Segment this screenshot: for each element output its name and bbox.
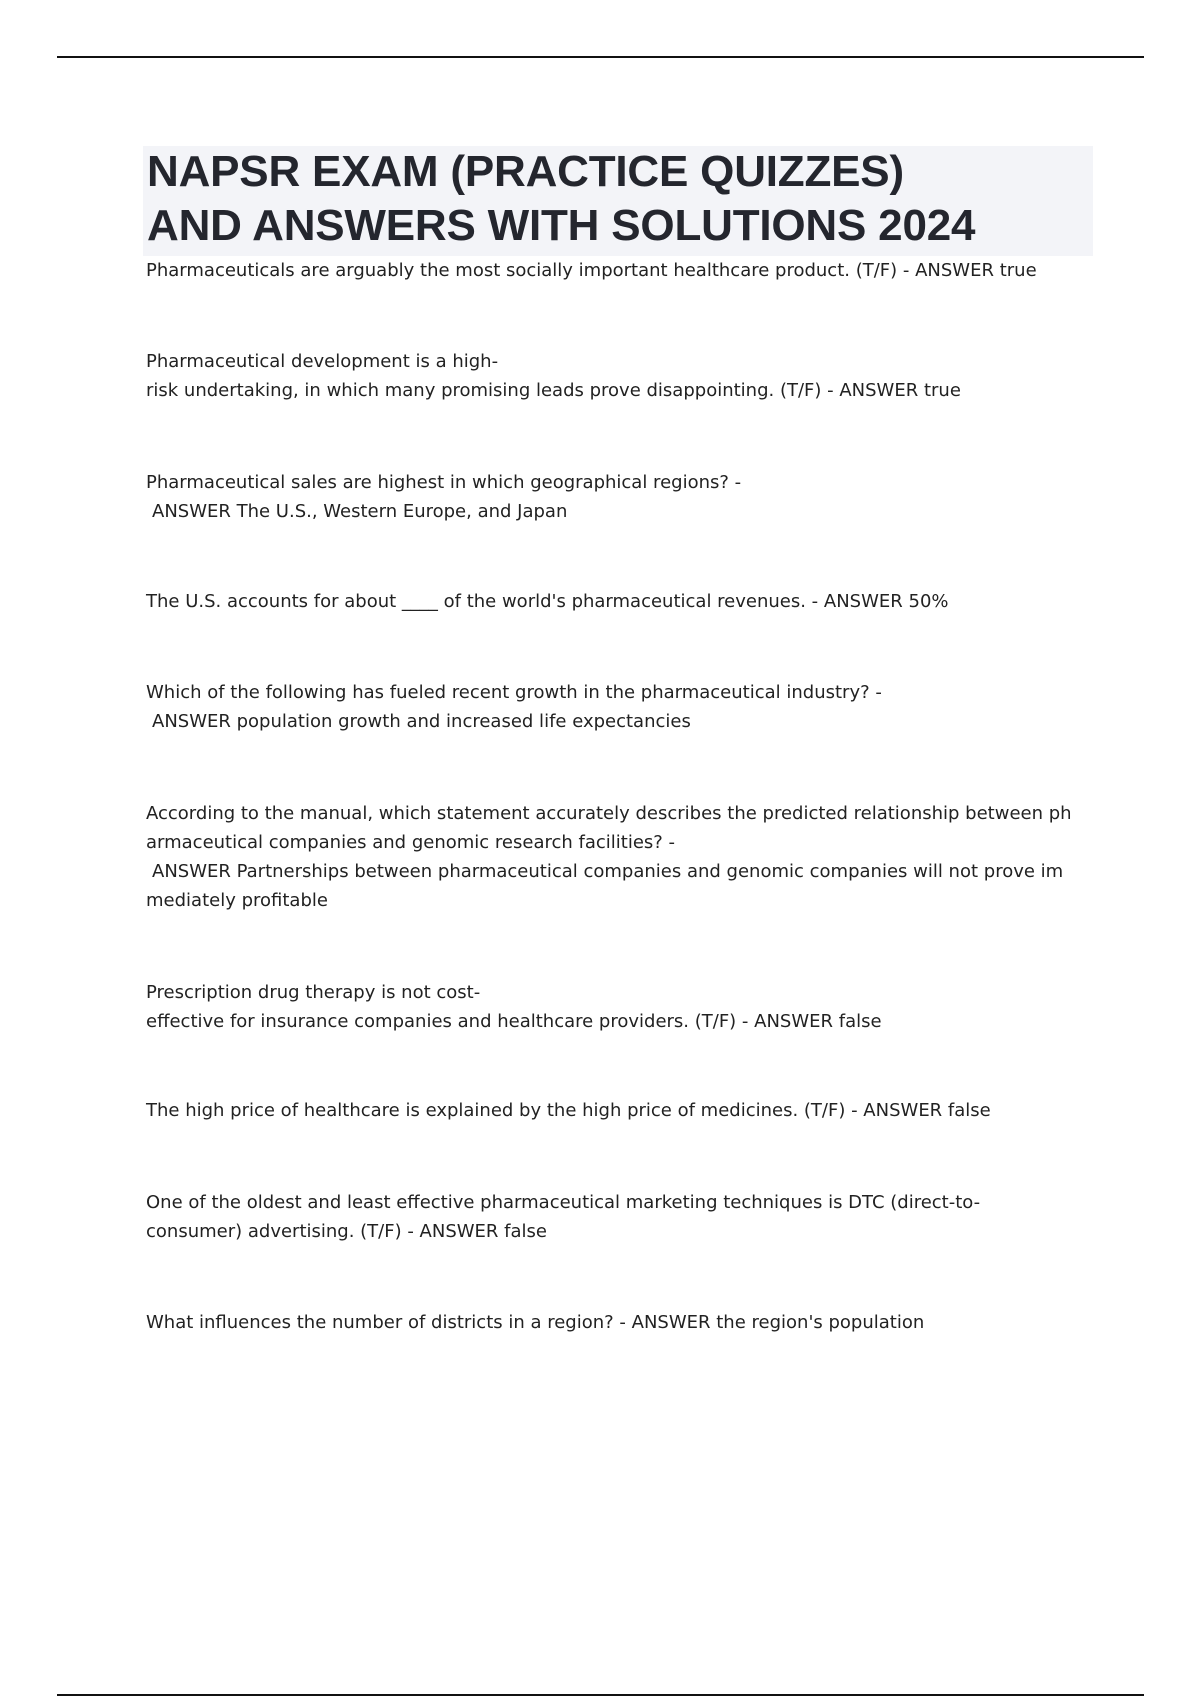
qa-item xyxy=(146,1308,1096,1337)
top-rule xyxy=(57,56,1144,58)
qa-line: Which of the following has fueled recent growth in the pharmaceutical industry? - xyxy=(146,682,882,703)
qa-item xyxy=(146,587,1096,616)
bottom-rule xyxy=(57,1694,1144,1696)
qa-item xyxy=(146,1188,1096,1246)
qa-line: armaceutical companies and genomic research facilities? - xyxy=(146,832,676,853)
qa-line: ANSWER population growth and increased life expectancies xyxy=(152,711,691,732)
qa-item xyxy=(146,799,1096,915)
qa-line: ANSWER The U.S., Western Europe, and Japan xyxy=(152,501,568,522)
qa-line: The U.S. accounts for about ____ of the world's pharmaceutical revenues. - ANSWER 50% xyxy=(146,591,949,612)
qa-line: One of the oldest and least effective pharmaceutical marketing techniques is DTC (direct-to- xyxy=(146,1192,981,1213)
qa-line: The high price of healthcare is explained by the high price of medicines. (T/F) - ANSWER false xyxy=(146,1100,991,1121)
qa-item xyxy=(146,978,1096,1036)
document-title xyxy=(143,146,1093,256)
qa-line: According to the manual, which statement accurately describes the predicted relationship between ph xyxy=(146,803,1072,824)
qa-line: Pharmaceutical development is a high- xyxy=(146,351,499,372)
qa-line: mediately profitable xyxy=(146,890,328,911)
qa-item xyxy=(146,678,1096,736)
qa-line: consumer) advertising. (T/F) - ANSWER false xyxy=(146,1221,547,1242)
qa-item xyxy=(146,468,1096,526)
qa-line: Prescription drug therapy is not cost- xyxy=(146,982,481,1003)
qa-item xyxy=(146,256,1096,285)
qa-item xyxy=(146,1096,1096,1125)
qa-line: Pharmaceuticals are arguably the most socially important healthcare product. (T/F) - ANSWER true xyxy=(146,260,1037,281)
title-line: NAPSR EXAM (PRACTICE QUIZZES) xyxy=(147,147,904,196)
title-line: AND ANSWERS WITH SOLUTIONS 2024 xyxy=(147,201,976,250)
qa-line: ANSWER Partnerships between pharmaceutical companies and genomic companies will not prove im xyxy=(152,861,1064,882)
qa-item xyxy=(146,347,1096,405)
qa-line: Pharmaceutical sales are highest in which geographical regions? - xyxy=(146,472,742,493)
qa-line: What influences the number of districts in a region? - ANSWER the region's population xyxy=(146,1312,925,1333)
qa-line: risk undertaking, in which many promising leads prove disappointing. (T/F) - ANSWER true xyxy=(146,380,961,401)
qa-line: effective for insurance companies and healthcare providers. (T/F) - ANSWER false xyxy=(146,1011,882,1032)
